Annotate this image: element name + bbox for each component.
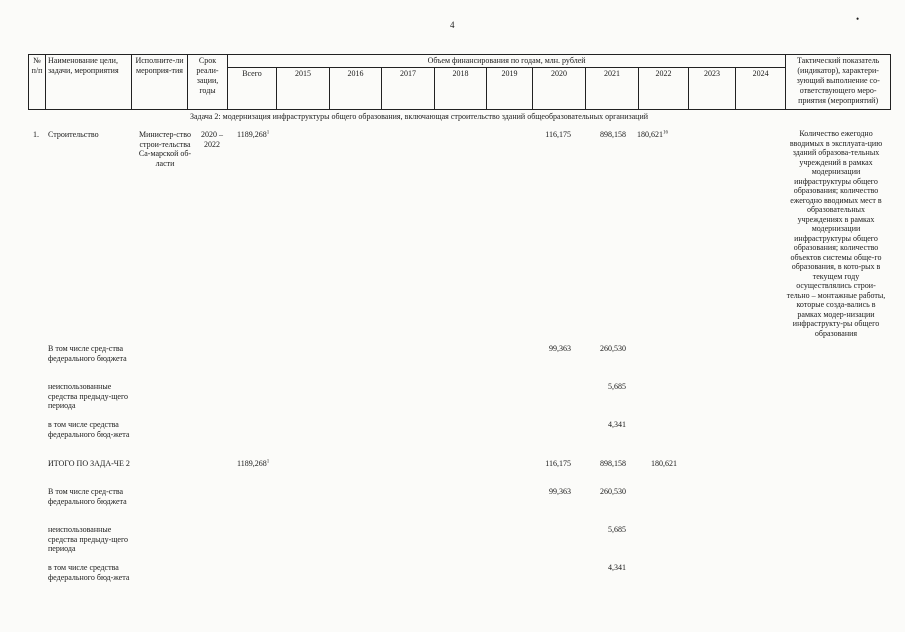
sub-row-2021: 4,341 [608,420,626,429]
header-year: 2018 [435,68,487,110]
header-year: 2022 [639,68,689,110]
sub-row-2021: 5,685 [608,382,626,391]
header-year: 2020 [533,68,586,110]
sub-row-label: В том числе сред-ства федерального бюджета [48,344,127,363]
header-year: 2015 [277,68,330,110]
header-term: Срок реали-зации, годы [188,55,228,110]
sub-row-2020: 99,363 [549,344,571,353]
header-year: 2024 [736,68,786,110]
header-year: 2016 [330,68,382,110]
header-name: Наименование цели, задачи, мероприятия [46,55,132,110]
total-row-2022: 180,621 [651,459,677,468]
sub-row-label: в том числе средства федерального бюд-жета [48,563,130,582]
row-number: 1. [33,130,39,139]
row-2020: 116,175 [545,130,571,139]
header-year: 2021 [586,68,639,110]
header-financing: Объем финансирования по годам, млн. рублей [228,55,786,68]
row-2021: 898,158 [600,130,626,139]
header-indicator: Тактический показатель (индикатор), характери-зующий выполнение со-ответствующего меро-приятия (мероприятий) [786,55,891,110]
indicator-text: Количество ежегодно вводимых в эксплуата-цию зданий образова-тельных учреждений в рамках модернизации инфраструктуры общего образования; количество ежегодно вводимых мест в образовательных учреждениях в рамках модернизации инфраструктуры общего образования; количество объектов системы обще-го образования, в кото-рых в текущем году осуществлялись строи-тельно – монтажные работы, которые созда-вались в рамках модер-низации инфраструкту-ры общего образования [786,129,886,338]
header-year: 2019 [487,68,533,110]
sub-row-2021: 260,530 [600,344,626,353]
total-row-label: ИТОГО ПО ЗАДА-ЧЕ 2 [48,459,130,468]
sub-row-label: неиспользованные средства предыду-щего периода [48,382,129,410]
header-total: Всего [228,68,277,110]
page-number: 4 [450,20,455,30]
sub-row-label: в том числе средства федерального бюд-жета [48,420,130,439]
sub-row-2021: 260,530 [600,487,626,496]
scan-speck: • [856,14,860,24]
sub-row-2021: 4,341 [608,563,626,572]
task-title: Задача 2: модернизация инфраструктуры общего образования, включающая строительство зданий общеобразовательных организаций [190,112,649,121]
total-row-2020: 116,175 [545,459,571,468]
table-header [28,54,891,110]
row-2022: 180,621$^{16}$ [637,130,668,139]
total-row-2021: 898,158 [600,459,626,468]
header-year: 2023 [689,68,736,110]
total-row-total: 1189,268$^1$ [237,459,270,468]
row-term: 2020 – 2022 [201,130,223,149]
sub-row-label: неиспользованные средства предыду-щего периода [48,525,129,553]
header-no: № п/п [29,55,46,110]
sub-row-2020: 99,363 [549,487,571,496]
row-executor: Министер-ство строи-тельства Са-марской об-ласти [138,130,192,168]
row-name: Строительство [48,130,99,139]
sub-row-label: В том числе сред-ства федерального бюджета [48,487,127,506]
row-total: 1189,268$^1$ [237,130,270,139]
sub-row-2021: 5,685 [608,525,626,534]
header-executor: Исполните-ли мероприя-тия [132,55,188,110]
header-year: 2017 [382,68,435,110]
